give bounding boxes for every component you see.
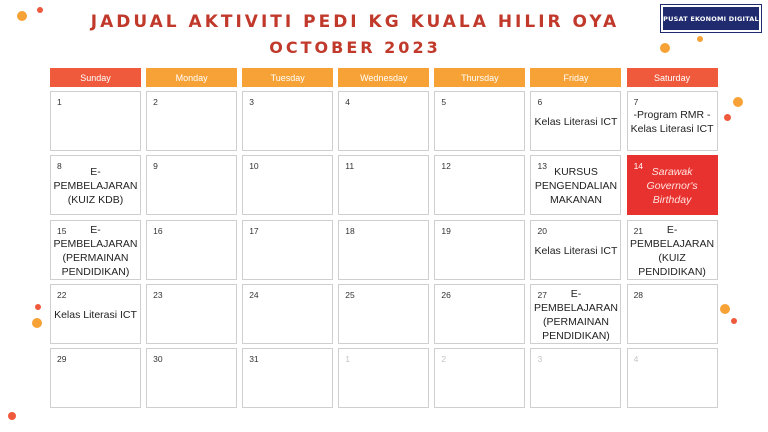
decor-dot	[697, 36, 703, 42]
calendar-day-cell	[146, 91, 237, 151]
calendar-day-cell	[338, 284, 429, 344]
decor-dot	[32, 318, 42, 328]
day-number: 4	[345, 97, 351, 108]
day-number: 7	[633, 97, 639, 108]
event-label: Kelas Literasi ICT	[534, 116, 618, 129]
calendar-day-cell	[146, 348, 237, 408]
day-number: 19	[441, 225, 451, 236]
day-number: 30	[153, 353, 163, 364]
day-number: 10	[249, 161, 259, 172]
calendar-day-cell-holiday	[627, 155, 718, 215]
title-line-1: JADUAL AKTIVITI PEDI KG KUALA HILIR OYA	[90, 12, 620, 32]
decor-dot	[37, 7, 43, 13]
calendar-day-cell	[50, 155, 141, 215]
calendar-day-cell	[146, 155, 237, 215]
day-number: 8	[57, 161, 62, 172]
event-label: Kelas Literasi ICT	[534, 244, 618, 257]
calendar-day-cell	[434, 155, 525, 215]
brand-logo	[661, 5, 761, 32]
calendar-day-cell	[338, 91, 429, 151]
day-number: 31	[249, 353, 259, 364]
brand-label: PUSAT EKONOMI DIGITAL	[663, 14, 759, 23]
day-number: 1	[345, 353, 351, 364]
calendar-day-cell	[50, 348, 141, 408]
event-label: Kelas Literasi ICT	[54, 308, 137, 321]
day-number: 14	[633, 161, 644, 172]
calendar-day-cell	[242, 220, 333, 280]
day-number: 16	[153, 225, 163, 236]
day-header-sunday: Sunday	[50, 68, 141, 87]
day-header-friday: Friday	[530, 68, 621, 87]
calendar-day-cell	[50, 91, 141, 151]
day-number: 20	[537, 225, 547, 236]
day-number: 9	[153, 161, 158, 172]
day-number: 21	[633, 225, 644, 236]
event-label: KURSUS PENGENDALIAN MAKANAN	[534, 166, 618, 207]
day-number: 11	[345, 161, 355, 172]
calendar-day-cell	[627, 348, 718, 408]
calendar-day-cell	[434, 348, 525, 408]
day-header-wednesday: Wednesday	[338, 68, 429, 87]
calendar-day-cell	[242, 348, 333, 408]
calendar-day-cell	[530, 220, 621, 280]
event-label: E-PEMBELAJARAN (KUIZ KDB)	[53, 166, 138, 207]
day-header-thursday: Thursday	[434, 68, 525, 87]
calendar-title	[0, 10, 710, 60]
calendar-day-cell	[530, 91, 621, 151]
holiday-label: Sarawak Governor's Birthday	[646, 166, 698, 207]
calendar-day-cell	[338, 348, 429, 408]
day-number: 2	[441, 353, 447, 364]
day-number: 17	[249, 225, 259, 236]
day-number: 6	[537, 97, 543, 108]
decor-dot	[724, 114, 731, 121]
decor-dot	[17, 11, 27, 21]
calendar-day-cell	[242, 91, 333, 151]
decor-dot	[720, 304, 730, 314]
event-label: -Program RMR -Kelas Literasi ICT	[630, 109, 714, 136]
calendar-day-cell	[627, 91, 718, 151]
day-number: 22	[57, 289, 67, 300]
calendar-day-cell	[627, 220, 718, 280]
calendar-day-cell	[50, 220, 141, 280]
day-number: 18	[345, 225, 355, 236]
day-number: 23	[153, 289, 163, 300]
decor-dot	[733, 97, 743, 107]
day-number: 29	[57, 353, 67, 364]
event-label: E-PEMBELAJARAN (PERMAINAN PENDIDIKAN)	[53, 223, 138, 278]
day-header-tuesday: Tuesday	[242, 68, 333, 87]
calendar-grid	[50, 68, 718, 410]
day-number: 4	[633, 353, 639, 364]
day-header-monday: Monday	[146, 68, 237, 87]
event-label: E-PEMBELAJARAN (KUIZ PENDIDIKAN)	[630, 223, 715, 278]
calendar-day-cell	[146, 220, 237, 280]
day-number: 28	[633, 289, 644, 300]
day-number: 12	[441, 161, 451, 172]
day-number: 1	[57, 97, 62, 108]
day-number: 5	[441, 97, 447, 108]
day-number: 24	[249, 289, 259, 300]
title-line-2: OCTOBER 2023	[269, 38, 441, 57]
day-number: 3	[537, 353, 543, 364]
calendar-day-cell	[50, 284, 141, 344]
decor-dot	[660, 43, 670, 53]
day-number: 3	[249, 97, 254, 108]
decor-dot	[731, 318, 737, 324]
calendar-day-cell	[242, 155, 333, 215]
decor-dot	[35, 304, 41, 310]
day-header-saturday: Saturday	[627, 68, 718, 87]
calendar-day-cell	[146, 284, 237, 344]
calendar-day-cell	[530, 155, 621, 215]
calendar-day-cell	[530, 284, 621, 344]
day-number: 27	[537, 289, 547, 300]
calendar-day-cell	[434, 91, 525, 151]
day-number: 2	[153, 97, 158, 108]
day-number: 26	[441, 289, 451, 300]
day-number: 25	[345, 289, 355, 300]
event-label: E-PEMBELAJARAN (PERMAINAN PENDIDIKAN)	[533, 287, 618, 342]
day-number: 15	[57, 225, 67, 236]
calendar-day-cell	[338, 155, 429, 215]
calendar-day-cell	[434, 284, 525, 344]
calendar-day-cell	[530, 348, 621, 408]
calendar-day-cell	[338, 220, 429, 280]
calendar-day-cell	[242, 284, 333, 344]
day-number: 13	[537, 161, 547, 172]
decor-dot	[8, 412, 16, 420]
calendar-day-cell	[434, 220, 525, 280]
calendar-day-cell	[627, 284, 718, 344]
